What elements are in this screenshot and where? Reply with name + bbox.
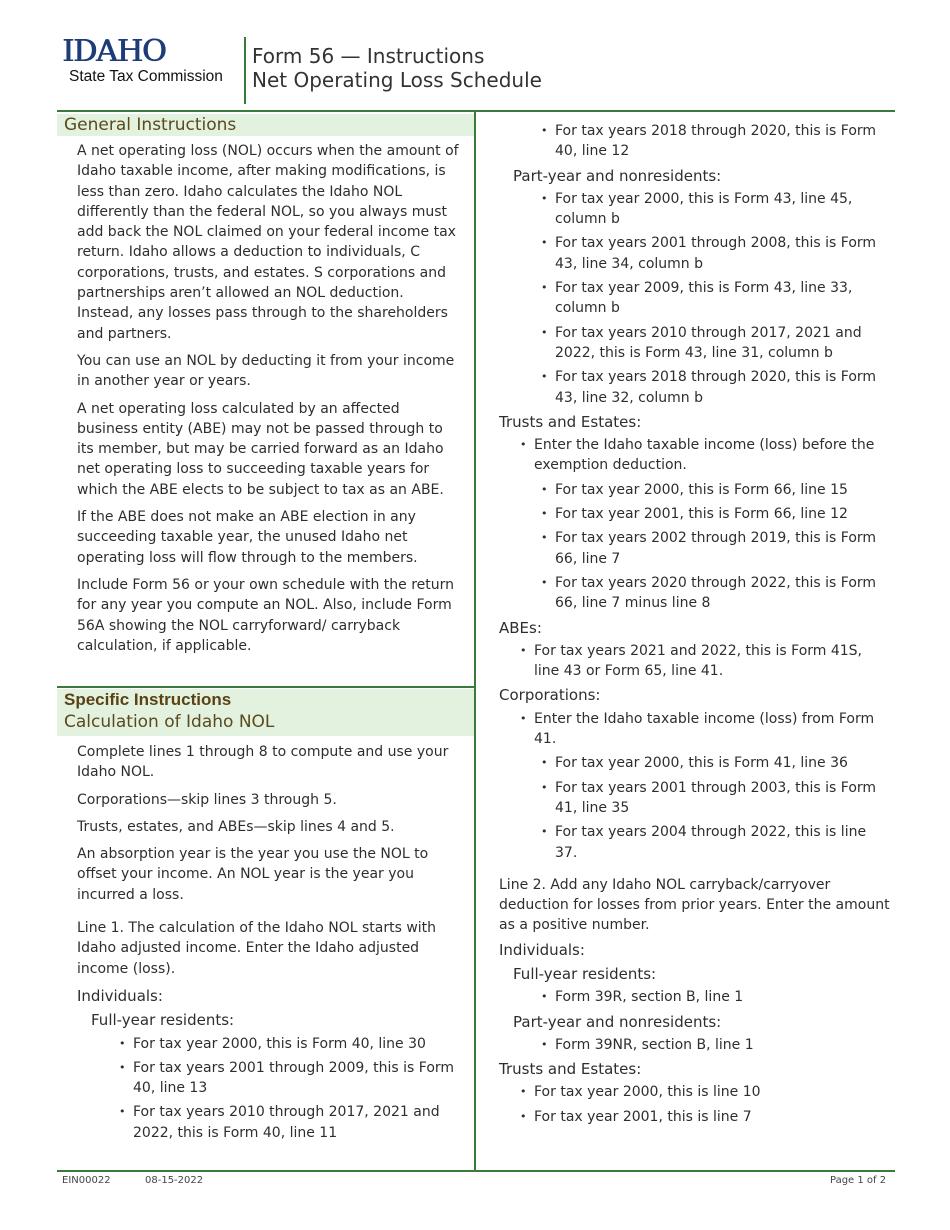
line-1-text: The calculation of the Idaho NOL starts with Idaho adjusted income. Enter the Idaho adjusted income (loss). bbox=[77, 920, 437, 977]
list-item: • For tax years 2010 through 2017, 2021 and 2022, this is Form 43, line 31, column b bbox=[534, 323, 891, 364]
list-item: • For tax years 2001 through 2008, this is Form 43, line 34, column b bbox=[534, 233, 891, 274]
page-number: Page 1 of 2 bbox=[830, 1175, 887, 1186]
trusts-label: Trusts and Estates: bbox=[499, 412, 642, 431]
trusts-list-2 bbox=[513, 1082, 891, 1127]
full-year-list-continued bbox=[534, 121, 891, 162]
list-item: • For tax year 2001, this is line 7 bbox=[513, 1107, 891, 1127]
line-2-paragraph bbox=[499, 875, 891, 936]
line-2-label: Line 2. bbox=[499, 876, 546, 893]
full-year-list-2 bbox=[534, 987, 891, 1007]
form-date: 08-15-2022 bbox=[145, 1175, 204, 1186]
general-instructions-band bbox=[57, 114, 474, 136]
specific-instructions-band bbox=[57, 689, 474, 736]
page-title bbox=[252, 44, 542, 92]
specific-paragraph: Complete lines 1 through 8 to compute and use your Idaho NOL. bbox=[77, 744, 449, 781]
list-item: • Enter the Idaho taxable income (loss) from Form 41. bbox=[513, 709, 891, 750]
title-line-1: Form 56 — Instructions bbox=[252, 44, 485, 68]
part-year-list bbox=[534, 189, 891, 408]
list-item: • For tax years 2020 through 2022, this is Form 66, line 7 minus line 8 bbox=[534, 573, 891, 614]
section-rule bbox=[57, 686, 474, 688]
general-paragraph: You can use an NOL by deducting it from your income in another year or years. bbox=[77, 352, 455, 390]
list-item: • For tax years 2018 through 2020, this is Form 43, line 32, column b bbox=[534, 367, 891, 408]
idaho-logo bbox=[62, 34, 242, 97]
list-item: • For tax year 2000, this is Form 41, line 36 bbox=[534, 753, 891, 773]
specific-instructions-body bbox=[77, 742, 462, 1147]
corporations-sublist bbox=[534, 753, 891, 862]
list-item: • For tax year 2000, this is line 10 bbox=[513, 1082, 891, 1102]
list-item: • Enter the Idaho taxable income (loss) before the exemption deduction. bbox=[513, 435, 891, 476]
full-year-label: Full-year residents: bbox=[91, 1011, 235, 1030]
list-item: • Form 39R, section B, line 1 bbox=[534, 987, 891, 1007]
list-item: • For tax years 2001 through 2009, this is Form 40, line 13 bbox=[112, 1058, 472, 1099]
general-paragraph: If the ABE does not make an ABE election in any succeeding taxable year, the unused Idaho net operating loss will flow through to the members. bbox=[77, 509, 418, 566]
general-paragraph: A net operating loss (NOL) occurs when the amount of Idaho taxable income, after making modifications, is less than zero. Idaho calculates the Idaho NOL differently than the federal NOL, so you always must add back the NOL claimed on your federal income tax return. Idaho allows a deduction to individuals, C corporations, trusts, and estates. S corporations and partnerships aren’t allowed an NOL deduction. Instead, any losses pass through to the shareholders and partners. bbox=[77, 143, 459, 342]
specific-paragraph: Trusts, estates, and ABEs—skip lines 4 and 5. bbox=[77, 818, 395, 835]
general-instructions-heading: General Instructions bbox=[64, 115, 237, 135]
logo-wordmark: IDAHO bbox=[62, 34, 166, 69]
list-item: • For tax year 2009, this is Form 43, line 33, column b bbox=[534, 278, 891, 319]
full-year-label-2: Full-year residents: bbox=[513, 964, 657, 983]
part-year-label: Part-year and nonresidents: bbox=[513, 166, 722, 185]
list-item: • For tax years 2001 through 2003, this is Form 41, line 35 bbox=[534, 778, 891, 819]
list-item: • For tax year 2000, this is Form 40, line 30 bbox=[112, 1034, 472, 1054]
corporations-list bbox=[513, 709, 891, 750]
list-item: • For tax years 2004 through 2022, this is line 37. bbox=[534, 822, 891, 863]
list-item: • For tax year 2001, this is Form 66, line 12 bbox=[534, 504, 891, 524]
part-year-label-2: Part-year and nonresidents: bbox=[513, 1012, 722, 1031]
list-item: • For tax years 2010 through 2017, 2021 and 2022, this is Form 40, line 11 bbox=[112, 1102, 472, 1143]
individuals-label: Individuals: bbox=[77, 986, 163, 1005]
specific-paragraph: An absorption year is the year you use the NOL to offset your income. An NOL year is the year you incurred a loss. bbox=[77, 846, 429, 903]
trusts-list bbox=[513, 435, 891, 476]
list-item: • Form 39NR, section B, line 1 bbox=[534, 1035, 891, 1055]
part-year-list-2 bbox=[534, 1035, 891, 1055]
title-line-2: Net Operating Loss Schedule bbox=[252, 68, 542, 92]
footer-rule bbox=[57, 1170, 895, 1172]
header-divider bbox=[244, 37, 246, 104]
list-item: • For tax years 2021 and 2022, this is Form 41S, line 43 or Form 65, line 41. bbox=[513, 641, 891, 682]
trusts-label-2: Trusts and Estates: bbox=[499, 1060, 642, 1079]
list-item: • For tax years 2002 through 2019, this is Form 66, line 7 bbox=[534, 528, 891, 569]
form-code: EIN00022 bbox=[62, 1175, 111, 1186]
specific-paragraph: Corporations—skip lines 3 through 5. bbox=[77, 791, 337, 808]
calculation-subheading: Calculation of Idaho NOL bbox=[64, 712, 275, 732]
list-item: • For tax year 2000, this is Form 66, line 15 bbox=[534, 480, 891, 500]
individuals-label-2: Individuals: bbox=[499, 940, 585, 959]
line-1-label: Line 1. bbox=[77, 920, 124, 937]
list-item: • For tax year 2000, this is Form 43, line 45, column b bbox=[534, 189, 891, 230]
header-rule bbox=[57, 110, 895, 112]
line-2-text: Add any Idaho NOL carryback/carryover deduction for losses from prior years. Enter the amount as a positive number. bbox=[499, 876, 890, 934]
general-instructions-body bbox=[77, 141, 462, 663]
line-1-paragraph bbox=[77, 918, 462, 979]
abes-label: ABEs: bbox=[499, 618, 542, 637]
corporations-label: Corporations: bbox=[499, 686, 601, 705]
general-paragraph: A net operating loss calculated by an affected business entity (ABE) may not be passed through to its member, but may be carried forward as an Idaho net operating loss to succeeding taxable years for which the ABE elects to be subject to tax as an ABE. bbox=[77, 400, 444, 498]
logo-subtitle: State Tax Commission bbox=[69, 68, 223, 85]
list-item: • For tax years 2018 through 2020, this is Form 40, line 12 bbox=[534, 121, 891, 162]
specific-instructions-heading: Specific Instructions bbox=[64, 690, 232, 709]
full-year-list bbox=[112, 1034, 472, 1143]
column-divider bbox=[474, 112, 476, 1172]
abes-list bbox=[513, 641, 891, 682]
right-column bbox=[499, 121, 891, 1131]
trusts-sublist bbox=[534, 480, 891, 614]
general-paragraph: Include Form 56 or your own schedule with the return for any year you compute an NOL. Also, include Form 56A showing the NOL carryforward/ carryback calculation, if applicable. bbox=[77, 576, 455, 654]
